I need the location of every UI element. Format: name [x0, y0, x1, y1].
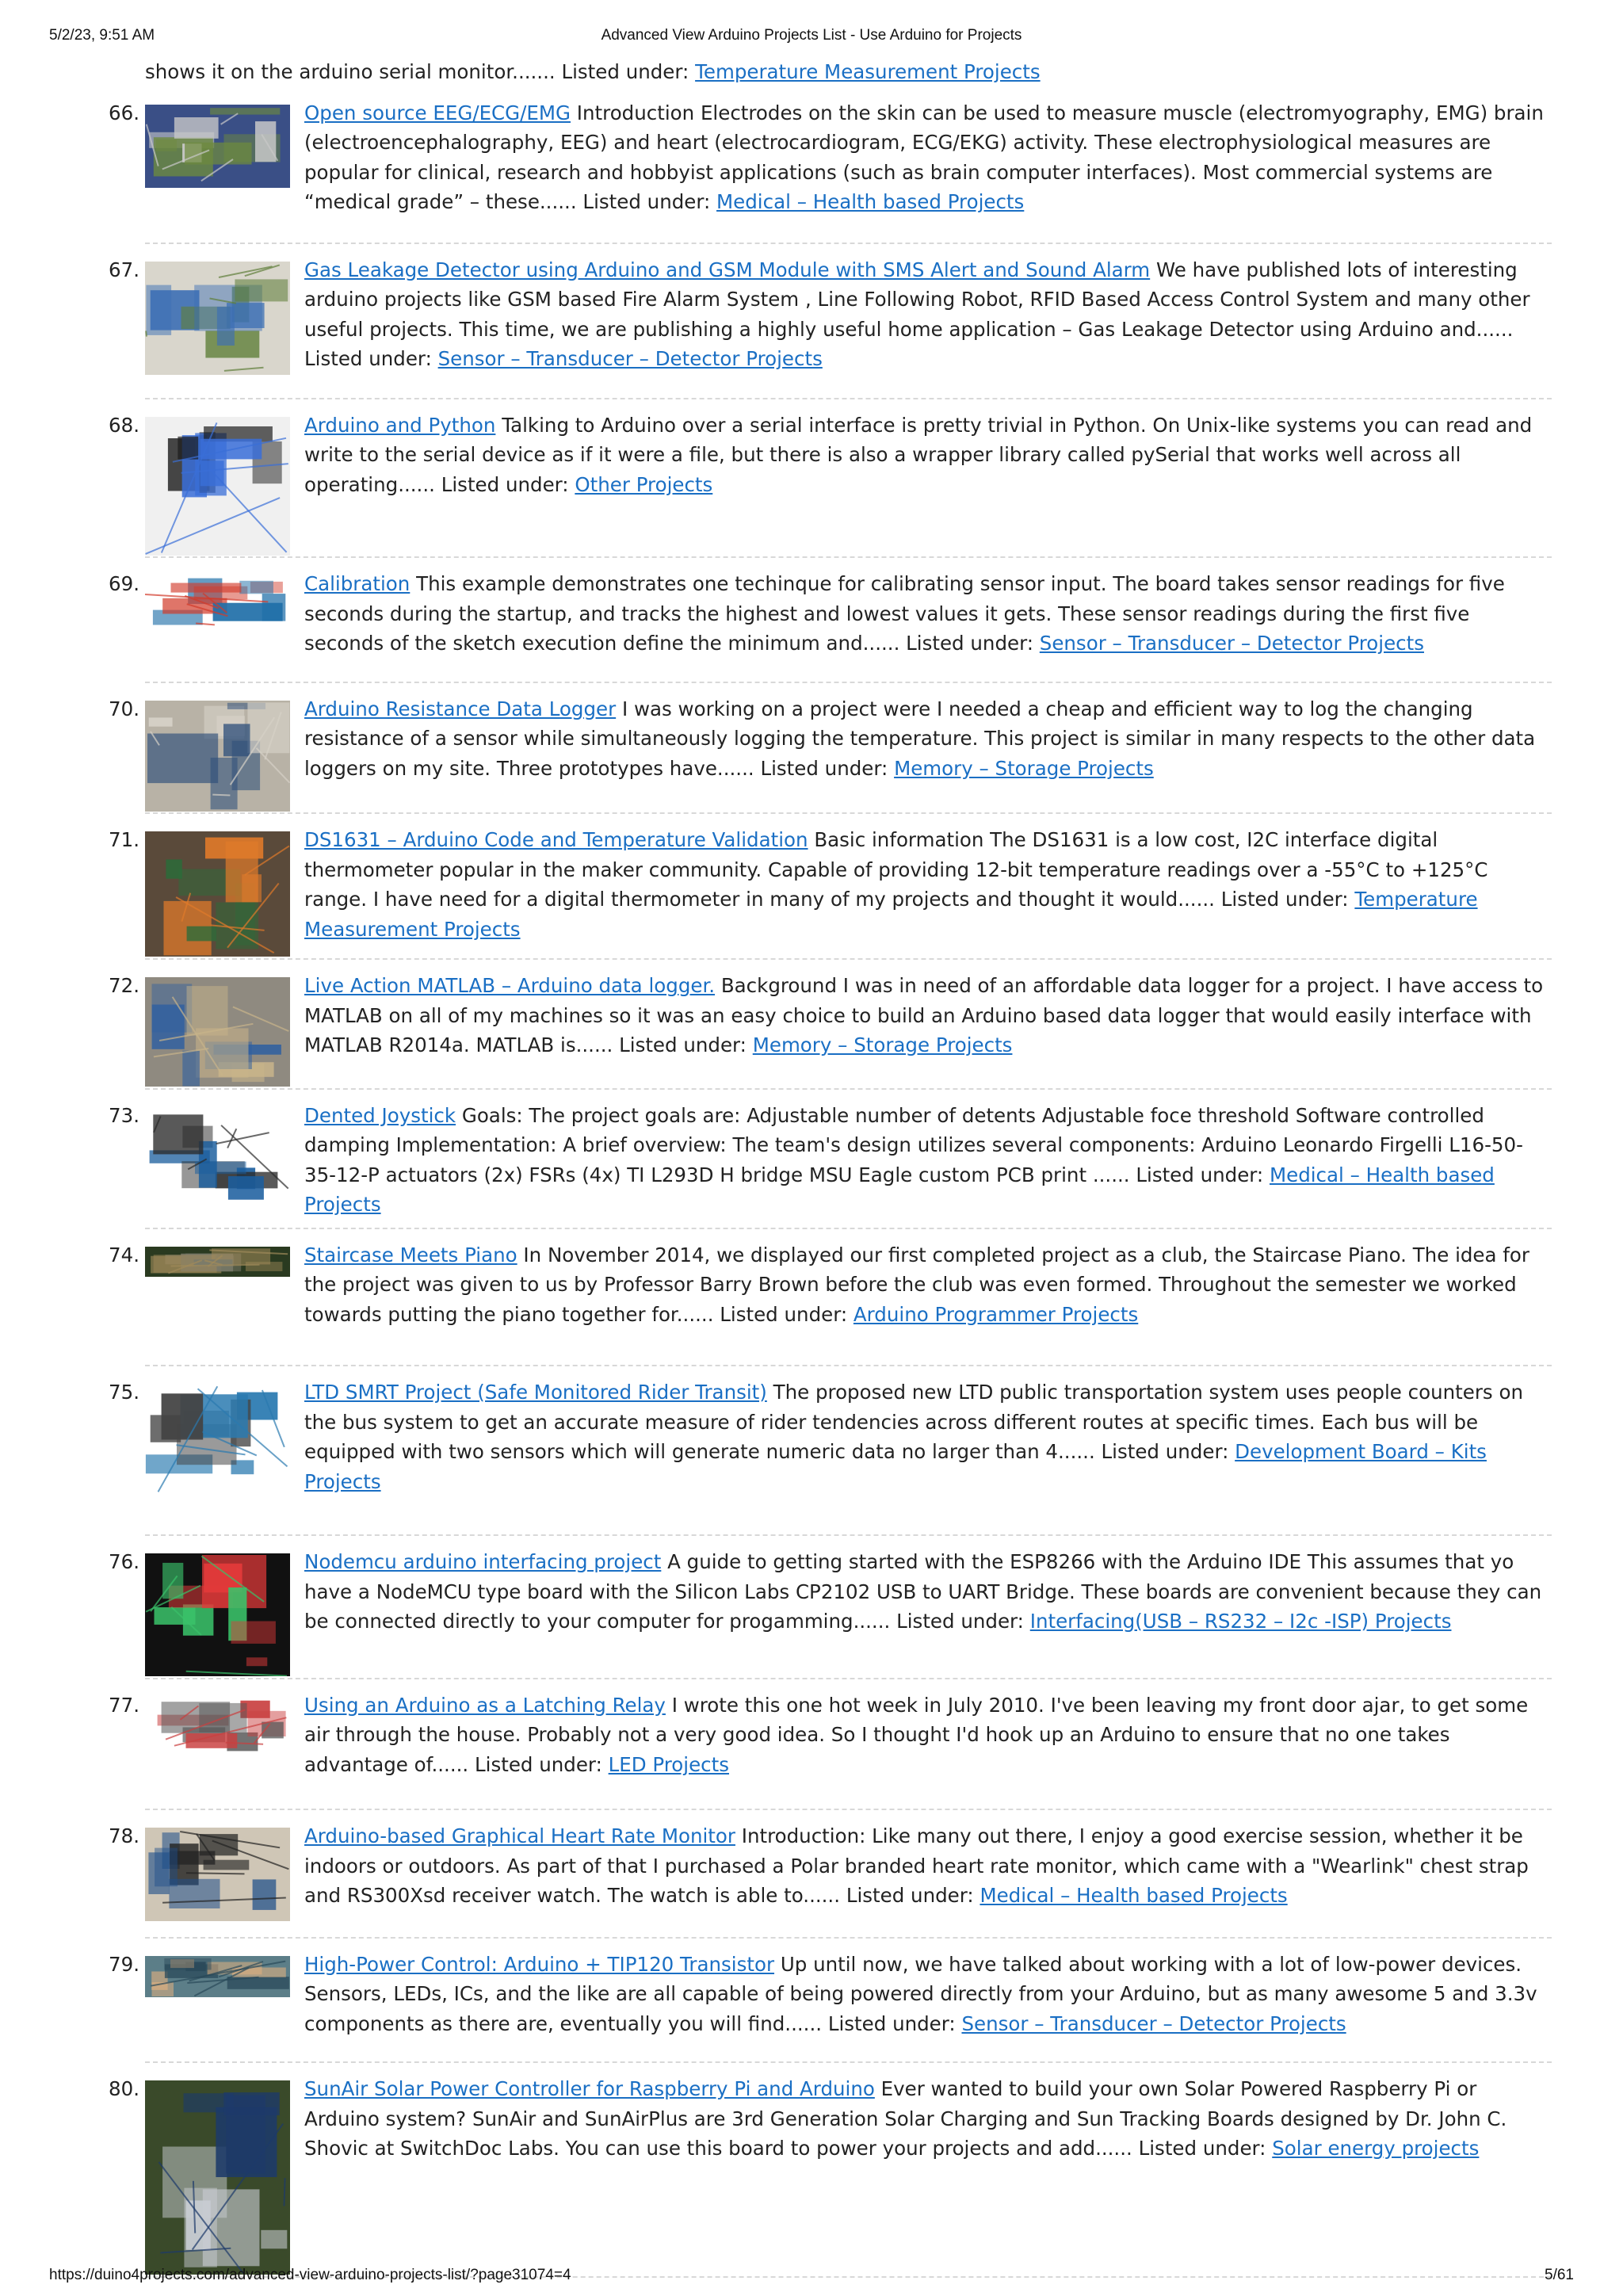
entry-divider — [145, 1228, 1552, 1229]
print-header — [49, 27, 1574, 49]
category-link[interactable]: Sensor – Transducer – Detector Projects — [437, 347, 823, 370]
entry-text — [145, 255, 1552, 374]
entry-text — [145, 569, 1552, 659]
entry-divider — [145, 1937, 1552, 1939]
entries-container — [0, 98, 1623, 2289]
category-link[interactable]: Medical – Health based Projects — [716, 190, 1025, 213]
print-url: https://duino4projects.com/advanced-view-arduino-projects-list/?page31074=4 — [49, 2267, 571, 2283]
lead-category-link[interactable]: Temperature Measurement Projects — [695, 60, 1041, 83]
project-thumbnail-image[interactable] — [145, 1553, 290, 1676]
project-title-link[interactable]: Gas Leakage Detector using Arduino and GSM Module with SMS Alert and Sound Alarm — [304, 258, 1151, 281]
project-title-link[interactable]: DS1631 – Arduino Code and Temperature Validation — [304, 828, 808, 851]
project-title-link[interactable]: Open source EEG/ECG/EMG — [304, 101, 571, 124]
project-thumbnail-image[interactable] — [145, 977, 290, 1087]
entry-number: 79. — [109, 1952, 139, 1976]
entry-divider — [145, 1365, 1552, 1366]
project-thumbnail-image[interactable] — [145, 417, 290, 556]
category-link[interactable]: Development Board – Kits Projects — [304, 1440, 1487, 1493]
project-thumbnail-image[interactable] — [145, 262, 290, 375]
project-description: Basic information The DS1631 is a low cost, I2C interface digital thermometer popular in the maker community. Capable of providing 12-bit temperature readings over a -55°C to +125°C range. I have need for a digital thermometer in many of my projects and thought it would...... — [304, 828, 1488, 911]
entry-divider — [145, 812, 1552, 814]
project-entry — [109, 1821, 1552, 1950]
entry-divider — [145, 1088, 1552, 1090]
project-list — [0, 57, 1623, 2289]
project-title-link[interactable]: Using an Arduino as a Latching Relay — [304, 1693, 666, 1717]
entry-number: 68. — [109, 413, 139, 437]
project-title-link[interactable]: Nodemcu arduino interfacing project — [304, 1550, 662, 1573]
listed-under-label: Listed under: — [582, 190, 711, 213]
entry-number: 76. — [109, 1550, 139, 1573]
project-entry — [109, 1950, 1552, 2075]
listed-under-label: Listed under: — [896, 1610, 1024, 1633]
project-description: A guide to getting started with the ESP8266 with the Arduino IDE This assumes that yo have a NodeMCU type board with the Silicon Labs CP2102 USB to UART Bridge. These boards are convenient because they can be connected directly to your computer for progamming...... — [304, 1550, 1542, 1633]
project-title-link[interactable]: High-Power Control: Arduino + TIP120 Transistor — [304, 1952, 775, 1976]
category-link[interactable]: Temperature Measurement Projects — [304, 888, 1478, 941]
project-description: I was working on a project were I needed a cheap and efficient way to log the changing resistance of a sensor while simultaneously logging the temperature. This project is similar in many respects to the other data loggers on my site. Three prototypes have...... — [304, 697, 1536, 780]
entry-divider — [145, 243, 1552, 244]
entry-number: 75. — [109, 1381, 139, 1404]
entry-number: 70. — [109, 697, 139, 720]
category-link[interactable]: Sensor – Transducer – Detector Projects — [1039, 632, 1424, 655]
project-title-link[interactable]: Live Action MATLAB – Arduino data logger. — [304, 974, 716, 997]
listed-under-label: Listed under: — [619, 1033, 747, 1056]
project-title-link[interactable]: LTD SMRT Project (Safe Monitored Rider Transit) — [304, 1381, 767, 1404]
project-description: Introduction Electrodes on the skin can be used to measure muscle (electromyography, EMG) brain (electroencephalography, EEG) and heart (electrocardiogram, ECG/EKG) activity. These electrophysiological measures are popular for clinical, research and hobbyist applications (such as brain computer interfaces). Most commercial systems are “medical grade” – these...... — [304, 101, 1544, 213]
project-entry — [109, 255, 1552, 411]
category-link[interactable]: Medical – Health based Projects — [980, 1884, 1288, 1907]
project-description: Background I was in need of an affordable data logger for a project. I have access to MATLAB on all of my machines so it was an easy choice to build an Arduino based data logger that would easily interface with MATLAB R2014a. MATLAB is...... — [304, 974, 1544, 1056]
project-description: This example demonstrates one techinque for calibrating sensor input. The board takes sensor readings for five seconds during the startup, and tracks the highest and lowest values it gets. These sensor readings during the first five seconds of the sketch execution define the minimum and...... — [304, 572, 1505, 655]
entry-text — [145, 1377, 1552, 1496]
entry-number: 67. — [109, 258, 139, 281]
category-link[interactable]: Medical – Health based Projects — [304, 1163, 1495, 1216]
lead-text — [145, 57, 1548, 87]
listed-under-label: Listed under: — [1138, 2137, 1266, 2160]
project-description: Introduction: Like many out there, I enjoy a good exercise session, whether it be indoors or outdoors. As part of that I purchased a Polar branded heart rate monitor, which came with a "Wearlink" chest strap and RS300Xsd receiver watch. The watch is able to...... — [304, 1824, 1529, 1907]
project-thumbnail-image[interactable] — [145, 575, 290, 628]
project-description: Up until now, we have talked about working with a lot of low-power devices. Sensors, LEDs, ICs, and the like are all capable of being powered directly from your Arduino, but as many awesome 5 and 3.3v components as there are, eventually you will find...... — [304, 1952, 1537, 2035]
listed-under-label: Listed under: — [441, 472, 569, 496]
entry-text — [145, 1101, 1552, 1220]
project-thumbnail-image[interactable] — [145, 1247, 290, 1277]
category-link[interactable]: Other Projects — [575, 472, 713, 496]
entry-number: 80. — [109, 2077, 139, 2100]
entry-number: 73. — [109, 1103, 139, 1127]
project-title-link[interactable]: SunAir Solar Power Controller for Raspberry Pi and Arduino — [304, 2077, 875, 2100]
category-link[interactable]: Interfacing(USB – RS232 – I2c -ISP) Projects — [1029, 1610, 1452, 1633]
entry-text — [145, 1950, 1552, 2039]
entry-number: 66. — [109, 101, 139, 124]
listed-under-label: Listed under: — [304, 347, 432, 370]
project-description: Goals: The project goals are: Adjustable number of detents Adjustable foce threshold Software controlled damping Implementation: A brief overview: The team's design utilizes several components: Arduino Leonardo Firgelli L16-50-35-12-P actuators (2x) FSRs (4x) TI L293D H bridge MSU Eagle custom PCB print ...... — [304, 1103, 1523, 1186]
project-title-link[interactable]: Arduino-based Graphical Heart Rate Monitor — [304, 1824, 735, 1847]
entry-number: 77. — [109, 1693, 139, 1717]
print-title: Advanced View Arduino Projects List - Use Arduino for Projects — [601, 27, 1022, 44]
listed-under-label: Listed under: — [760, 756, 888, 780]
project-title-link[interactable]: Arduino and Python — [304, 413, 496, 437]
entry-divider — [145, 1678, 1552, 1679]
project-thumbnail-image[interactable] — [145, 2080, 290, 2275]
entry-text — [145, 1547, 1552, 1637]
project-description: We have published lots of interesting arduino projects like GSM based Fire Alarm System , Line Following Robot, RFID Based Access Control System and many other useful projects. This time, we are publishing a highly useful home application – Gas Leakage Detector using Arduino and...... — [304, 258, 1530, 341]
project-description: Talking to Arduino over a serial interface is pretty trivial in Python. On Unix-like systems you can read and write to the serial device as if it were a file, but there is also a wrapper library called pySerial that works well across all operating...... — [304, 413, 1533, 496]
project-title-link[interactable]: Calibration — [304, 572, 411, 595]
project-entry — [109, 98, 1552, 255]
category-link[interactable]: Sensor – Transducer – Detector Projects — [961, 2011, 1346, 2035]
lead-body: shows it on the arduino serial monitor....... Listed under: — [145, 60, 696, 83]
project-entry — [109, 1101, 1552, 1240]
project-entry — [109, 825, 1552, 971]
entry-text — [145, 411, 1552, 500]
listed-under-label: Listed under: — [906, 632, 1033, 655]
page-number: 5/61 — [1545, 2267, 1574, 2283]
entry-text — [145, 1821, 1552, 1911]
entry-text — [145, 2074, 1552, 2164]
entry-text — [145, 971, 1552, 1060]
entry-divider — [145, 1534, 1552, 1536]
project-description: The proposed new LTD public transportation system uses people counters on the bus system to get an accurate measure of rider tendencies across different routes at specific times. Each bus will be equipped with two sensors which will generate numeric data no larger than 4...... — [304, 1381, 1523, 1463]
project-thumbnail-image[interactable] — [145, 1107, 290, 1201]
entry-divider — [145, 556, 1552, 558]
entry-text — [145, 1690, 1552, 1780]
project-description: In November 2014, we displayed our first completed project as a club, the Staircase Piano. The idea for the project was given to us by Professor Barry Brown before the club was even formed. Throughout the semester we worked towards putting the piano together for...... — [304, 1243, 1529, 1326]
project-entry — [109, 1690, 1552, 1822]
project-description: I wrote this one hot week in July 2010. I've been leaving my front door ajar, to get some air through the house. Probably not a very good idea. So I thought I'd hook up an Arduino to ensure that no one takes advantage of...... — [304, 1693, 1529, 1776]
entry-text — [145, 825, 1552, 944]
entry-number: 74. — [109, 1243, 139, 1266]
listed-under-label: Listed under: — [1220, 888, 1349, 911]
entry-divider — [145, 958, 1552, 960]
project-entry — [109, 569, 1552, 694]
entry-divider — [145, 682, 1552, 683]
project-entry — [109, 411, 1552, 570]
entry-number: 69. — [109, 572, 139, 595]
entry-divider — [145, 2061, 1552, 2063]
project-description: Ever wanted to build your own Solar Powered Raspberry Pi or Arduino system? SunAir and SunAirPlus are 3rd Generation Solar Charging and Sun Tracking Boards designed by Dr. John C. Shovic at SwitchDoc Labs. You can use this board to power your projects and add...... — [304, 2077, 1507, 2160]
project-entry — [109, 1547, 1552, 1690]
entry-divider — [145, 1809, 1552, 1810]
project-thumbnail-image[interactable] — [145, 1828, 290, 1921]
entry-number: 72. — [109, 974, 139, 997]
project-thumbnail-image[interactable] — [145, 831, 290, 957]
entry-number: 78. — [109, 1824, 139, 1847]
project-entry — [109, 1240, 1552, 1378]
project-thumbnail-image[interactable] — [145, 1956, 290, 1997]
listed-under-label: Listed under: — [720, 1302, 848, 1326]
category-link[interactable]: Solar energy projects — [1272, 2137, 1480, 2160]
project-thumbnail-image[interactable] — [145, 105, 290, 188]
print-footer — [49, 2267, 1574, 2289]
category-link[interactable]: LED Projects — [608, 1752, 729, 1776]
project-entry — [109, 971, 1552, 1101]
project-title-link[interactable]: Staircase Meets Piano — [304, 1243, 517, 1266]
listed-under-label: Listed under: — [475, 1752, 602, 1776]
print-date: 5/2/23, 9:51 AM — [49, 27, 155, 44]
entry-text — [145, 98, 1552, 217]
entry-number: 71. — [109, 828, 139, 851]
project-entry — [109, 694, 1552, 826]
listed-under-label: Listed under: — [1136, 1163, 1264, 1186]
listed-under-label: Listed under: — [1101, 1440, 1229, 1463]
category-link[interactable]: Memory – Storage Projects — [752, 1033, 1013, 1056]
entry-text — [145, 1240, 1552, 1330]
project-title-link[interactable]: Arduino Resistance Data Logger — [304, 697, 617, 720]
entry-divider — [145, 398, 1552, 399]
project-title-link[interactable]: Dented Joystick — [304, 1103, 456, 1127]
project-entry — [109, 1377, 1552, 1547]
category-link[interactable]: Arduino Programmer Projects — [853, 1302, 1139, 1326]
project-entry — [109, 2074, 1552, 2289]
listed-under-label: Listed under: — [827, 2011, 956, 2035]
entry-text — [145, 694, 1552, 784]
project-thumbnail-image[interactable] — [145, 1697, 290, 1752]
project-thumbnail-image[interactable] — [145, 1384, 290, 1517]
listed-under-label: Listed under: — [846, 1884, 974, 1907]
category-link[interactable]: Memory – Storage Projects — [894, 756, 1154, 780]
project-thumbnail-image[interactable] — [145, 701, 290, 812]
